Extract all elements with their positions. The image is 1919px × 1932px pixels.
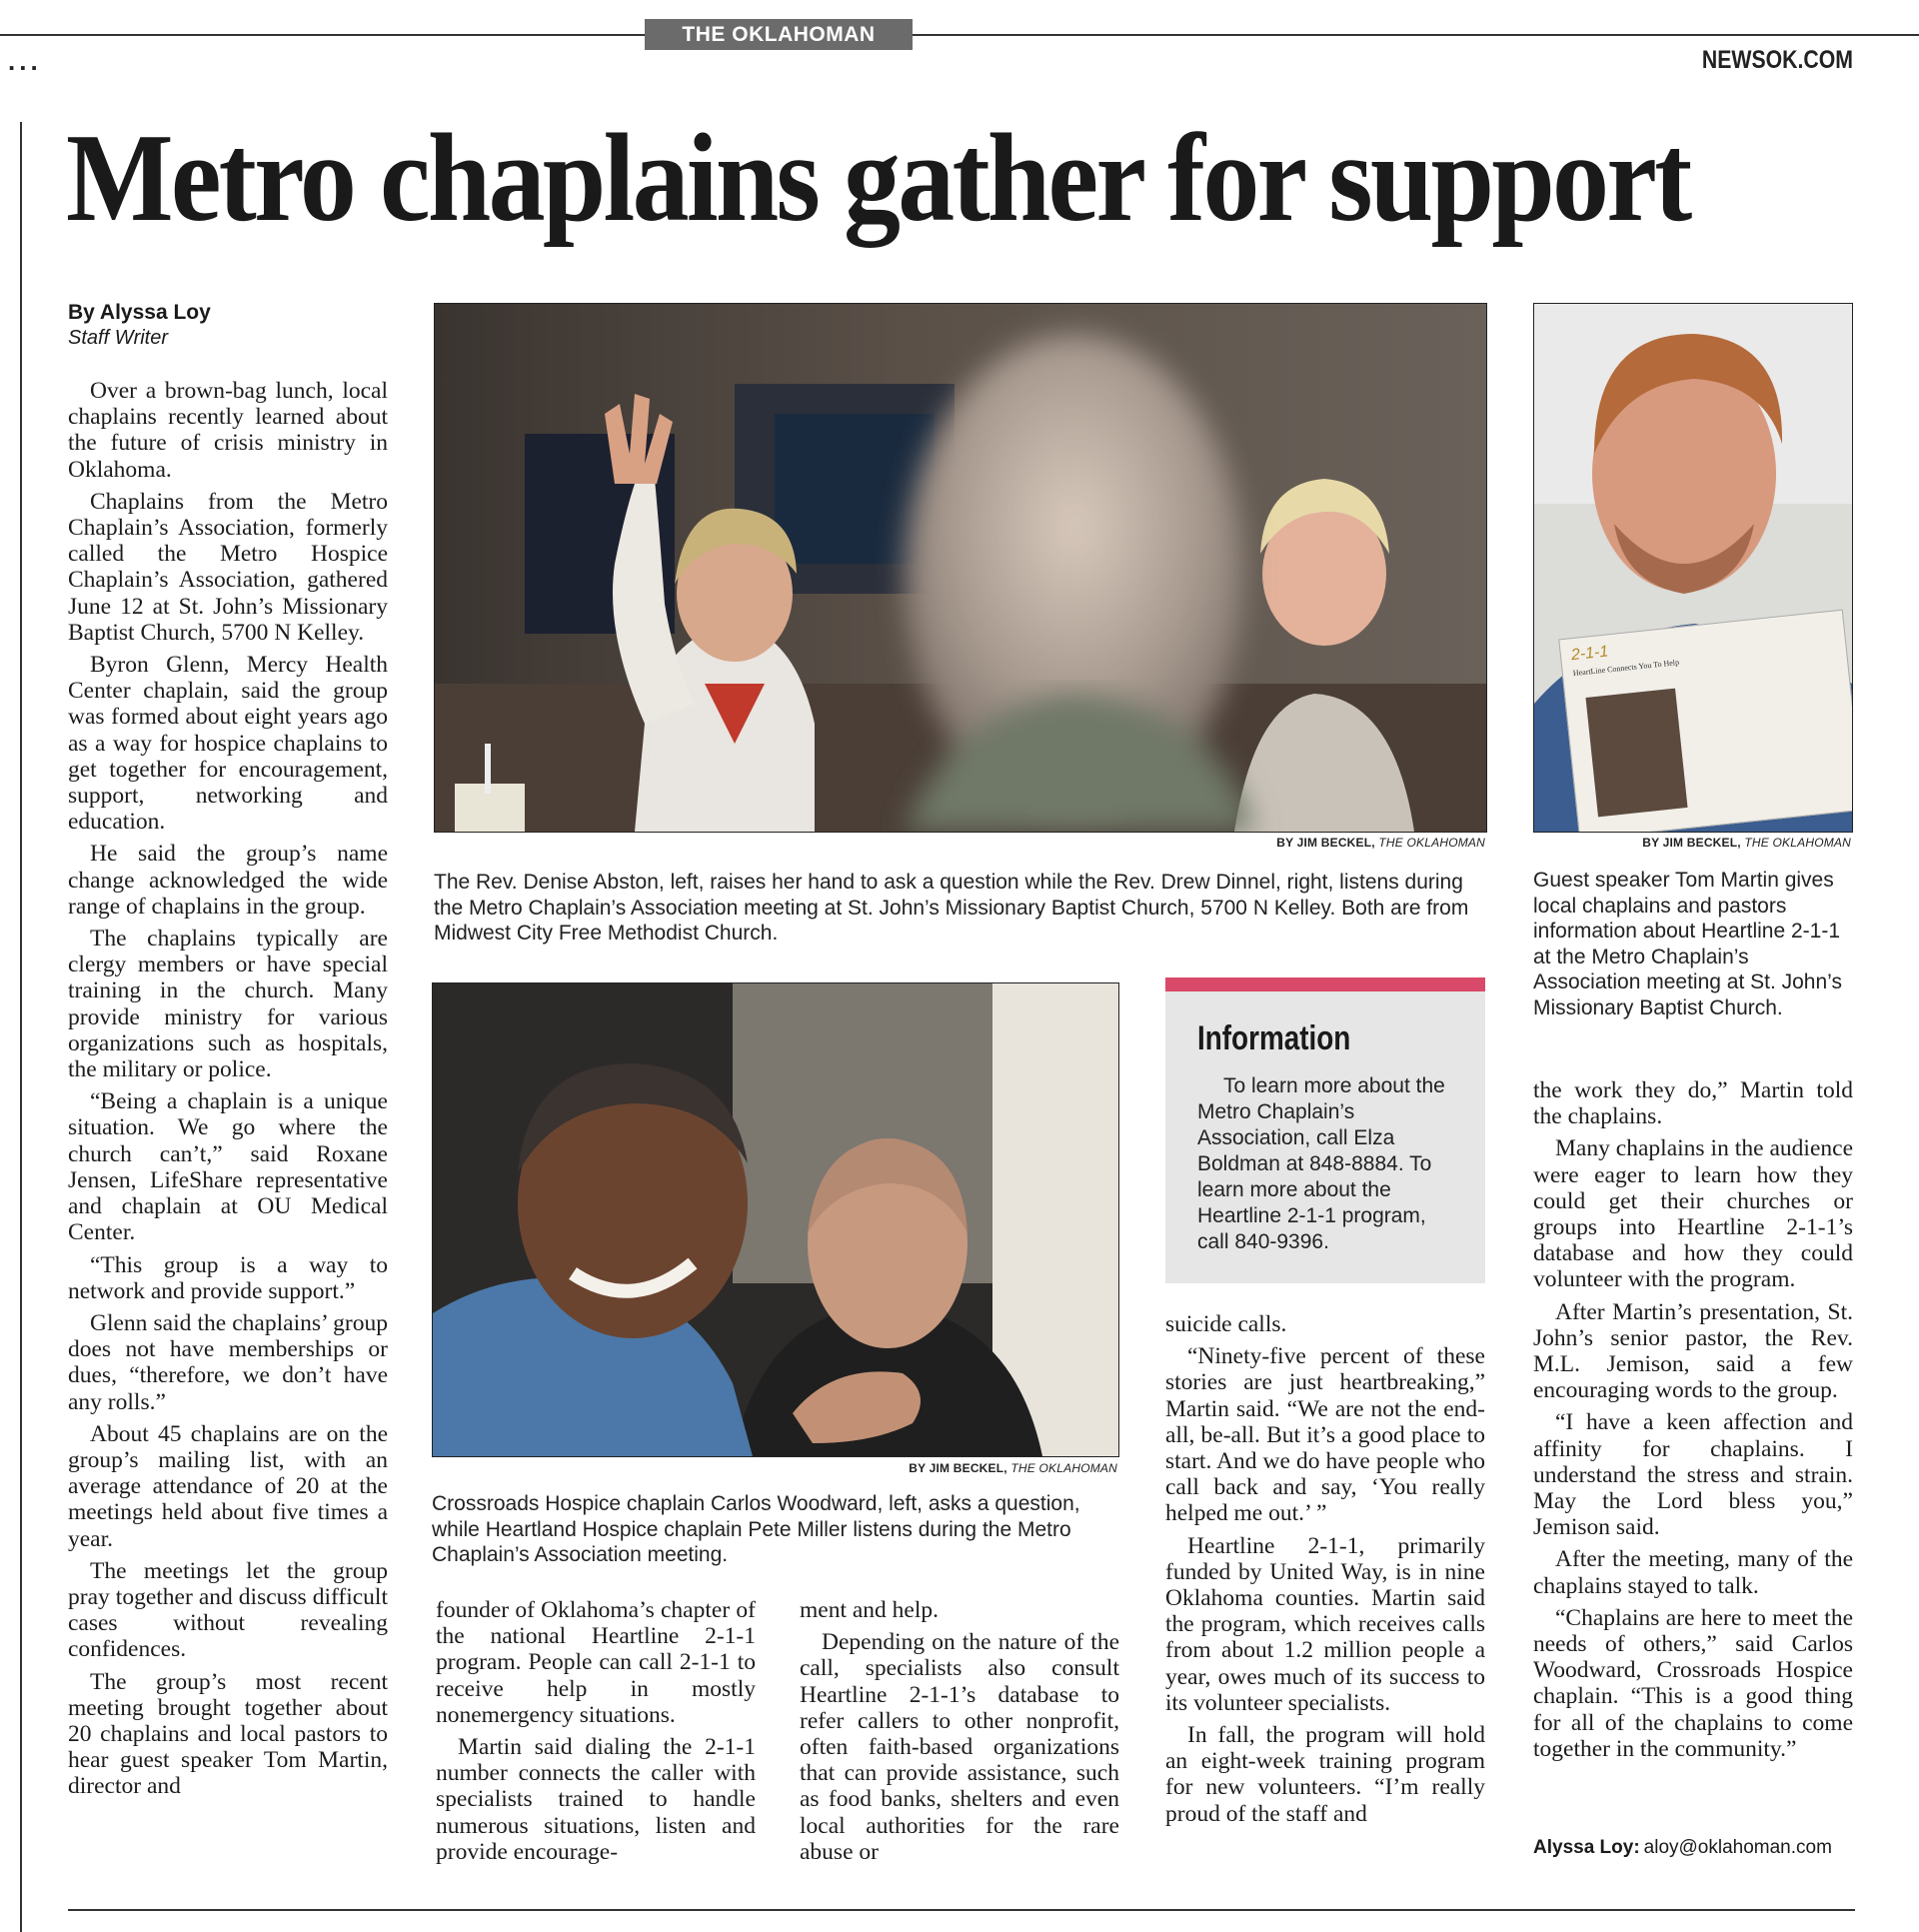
paragraph: Chaplains from the Metro Chaplain’s Association, formerly called the Metro Hospice Chaplain’s Association, gathered June 12 at St. John’s Missionary Baptist Church, 5700 N Kelley. xyxy=(68,488,388,646)
photo-image xyxy=(433,983,1118,1456)
caption-middle-photo: Crossroads Hospice chaplain Carlos Woodward, left, asks a question, while Heartland Hospice chaplain Pete Miller listens during the Metro Chaplain’s Association meeting. xyxy=(432,1492,1080,1566)
byline-role: Staff Writer xyxy=(68,327,169,349)
paragraph: Glenn said the chaplains’ group does not have memberships or dues, “therefore, we don’t have any rolls.” xyxy=(68,1309,388,1415)
paragraph: suicide calls. xyxy=(1165,1311,1287,1337)
article-column-3 xyxy=(800,1597,1119,1871)
info-box xyxy=(1165,977,1485,1283)
photo-chaplains-woodward-miller xyxy=(432,982,1119,1457)
paragraph: ment and help. xyxy=(800,1597,940,1623)
article-column-5 xyxy=(1533,1077,1853,1768)
paragraph: “This group is a way to network and provide support.” xyxy=(68,1251,388,1304)
photo-chaplain-raising-hand xyxy=(434,303,1487,833)
paragraph: The meetings let the group pray together and discuss difficult cases without revealing confidences. xyxy=(68,1557,388,1663)
brochure-subtitle: HeartLine Connects You To Help xyxy=(1572,658,1680,679)
masthead-label: THE OKLAHOMAN xyxy=(645,19,913,50)
paragraph: “Being a chaplain is a unique situation. We go where the church can’t,” said Roxane Jensen, LifeShare representative and chaplain at OU Medical Center. xyxy=(68,1088,388,1246)
article-column-1 xyxy=(68,378,388,1806)
article-column-4 xyxy=(1165,1311,1485,1833)
brochure xyxy=(1558,610,1853,833)
info-box-accent-bar xyxy=(1165,977,1485,991)
left-margin-rule xyxy=(20,122,22,1932)
paragraph: The group’s most recent meeting brought together about 20 chaplains and local pastors to hear guest speaker Tom Martin, director and xyxy=(68,1668,388,1800)
paragraph: Over a brown-bag lunch, local chaplains recently learned about the future of crisis ministry in Oklahoma. xyxy=(68,378,388,483)
paragraph: In fall, the program will hold an eight-week training program for new volunteers. “I’m really proud of the staff and xyxy=(1165,1722,1485,1827)
info-box-text: To learn more about the Metro Chaplain’s Association, call Elza Boldman at 848-8884. To learn more about the Heartline 2-1-1 program, call 840-9396. xyxy=(1197,1074,1445,1253)
paragraph: He said the group’s name change acknowledged the wide range of chaplains in the group. xyxy=(68,841,388,920)
photo-credit-right: BY JIM BECKEL, THE OKLAHOMAN xyxy=(1642,836,1851,850)
paragraph: “I have a keen affection and affinity for chaplains. I understand the stress and strain. May the Lord bless you,” Jemison said. xyxy=(1533,1409,1853,1541)
paragraph: Heartline 2-1-1, primarily funded by United Way, is in nine Oklahoma counties. Martin said the program, which receives calls from about 1.2 million people a year, owes much of its success to its volunteer specialists. xyxy=(1165,1532,1485,1716)
caption-right-photo: Guest speaker Tom Martin gives local chaplains and pastors information about Heartline 2-1-1 at the Metro Chaplain’s Association meeting at St. John’s Missionary Baptist Church. xyxy=(1533,869,1842,1019)
info-box-title: Information xyxy=(1197,1019,1351,1057)
caption-top-photo: The Rev. Denise Abston, left, raises her hand to ask a question while the Rev. Drew Dinnel, right, listens during the Metro Chaplain’s Association meeting at St. John’s Missionary Baptist Church, 5700 N Kelley. Both are from Midwest City Free Methodist Church. xyxy=(434,871,1469,945)
paragraph: Many chaplains in the audience were eager to learn how they could get their churches or groups into Heartline 2-1-1’s database and how they could volunteer with the program. xyxy=(1533,1135,1853,1293)
paragraph: About 45 chaplains are on the group’s mailing list, with an average attendance of 20 at the meetings held about five times a year. xyxy=(68,1420,388,1552)
paragraph: “Ninety-five percent of these stories are just heartbreaking,” Martin said. “We are not the end-all, be-all. But it’s a good place to start. And we do have people who call back and say, ‘You really helped me out.’ ” xyxy=(1165,1343,1485,1527)
paragraph: The chaplains typically are clergy members or have special training in the church. Many provide ministry for various organizations such as hospitals, the military or police. xyxy=(68,926,388,1083)
photo-credit-middle: BY JIM BECKEL, THE OKLAHOMAN xyxy=(909,1461,1117,1475)
paragraph: Byron Glenn, Mercy Health Center chaplain, said the group was formed about eight years ago as a way for hospice chaplains to get together for encouragement, support, networking and education. xyxy=(68,652,388,836)
paragraph: “Chaplains are here to meet the needs of others,” said Carlos Woodward, Crossroads Hospice chaplain. “This is a good thing for all of the chaplains to come together in the community.” xyxy=(1533,1604,1853,1762)
brochure-title: 2-1-1 xyxy=(1570,643,1610,665)
site-url[interactable]: NEWSOK.COM xyxy=(1701,46,1853,74)
brochure-photo xyxy=(1585,689,1687,818)
paragraph: After Martin’s presentation, St. John’s senior pastor, the Rev. M.L. Jemison, said a few encouraging words to the group. xyxy=(1533,1298,1853,1404)
paragraph: founder of Oklahoma’s chapter of the national Heartline 2-1-1 program. People can call 2-1-1 to receive help in mostly nonemergency situations. xyxy=(436,1597,756,1728)
article-column-2 xyxy=(436,1597,756,1871)
signoff-email[interactable]: aloy@oklahoman.com xyxy=(1643,1837,1832,1858)
signoff-name: Alyssa Loy: xyxy=(1533,1837,1640,1858)
paragraph: Martin said dialing the 2-1-1 number connects the caller with specialists trained to handle numerous situations, listen and provide encourage- xyxy=(436,1734,756,1865)
author-signoff xyxy=(1533,1837,1863,1859)
masthead-rule xyxy=(0,34,1919,36)
paragraph: Depending on the nature of the call, specialists also consult Heartline 2-1-1’s database to refer callers to other nonprofit, often faith-based organizations that can provide assistance, such as food banks, shelters and even local authorities for the rare abuse or xyxy=(800,1629,1119,1865)
paragraph: the work they do,” Martin told the chaplains. xyxy=(1533,1077,1853,1130)
paragraph: After the meeting, many of the chaplains stayed to talk. xyxy=(1533,1546,1853,1599)
photo-image xyxy=(435,304,1486,832)
photo-credit-top: BY JIM BECKEL, THE OKLAHOMAN xyxy=(1276,836,1485,850)
headline: Metro chaplains gather for support xyxy=(66,109,1690,248)
masthead-ellipsis: ... xyxy=(8,46,42,76)
byline-author: By Alyssa Loy xyxy=(68,301,211,324)
photo-guest-speaker xyxy=(1533,303,1853,833)
bottom-rule xyxy=(68,1909,1855,1911)
